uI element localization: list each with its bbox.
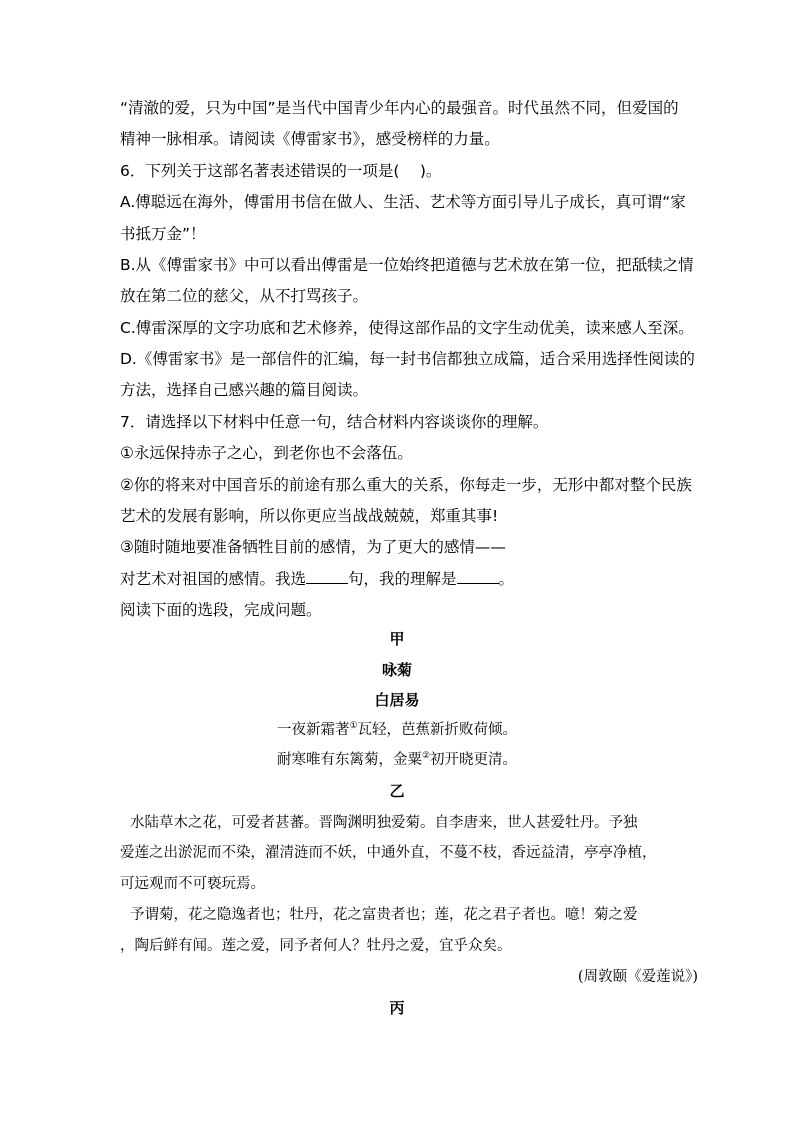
answer-prompt-end: 。 — [498, 570, 515, 588]
poem-author: 白居易 — [374, 691, 420, 709]
option-d-line-1: D.《傅雷家书》是一部信件的汇编，每一封书信都独立成篇，适合采用选择性阅读的 — [120, 350, 695, 368]
option-b-line-1: B.从《傅雷家书》中可以看出傅雷是一位始终把道德与艺术放在第一位，把舐犊之情 — [120, 256, 694, 274]
material-2-line-2: 艺术的发展有影响，所以你更应当战战兢兢，郑重其事! — [120, 507, 499, 525]
prose-p1-line-2: 爱莲之出淤泥而不染，濯清涟而不妖，中通外直，不蔓不枝，香远益清，亭亭净植， — [120, 845, 657, 861]
prose-p2-line-1: 予谓菊，花之隐逸者也；牡丹，花之富贵者也；莲，花之君子者也。噫！菊之爱 — [130, 907, 638, 923]
material-2-line-1: ②你的将来对中国音乐的前途有那么重大的关系，你每走一步，无形中都对整个民族 — [120, 476, 692, 494]
section-bing-label: 丙 — [389, 999, 405, 1017]
prose-p1-line-3: 可远观而不可亵玩焉。 — [120, 876, 265, 892]
poem-title: 咏菊 — [381, 661, 412, 679]
material-3-line-2 — [120, 569, 514, 589]
prose-source: (周敦颐《爱莲说》) — [577, 969, 698, 985]
material-3-line-1: ③随时随地要准备牺牲目前的感情，为了更大的感情—— — [120, 538, 506, 556]
question-6-stem: 6．下列关于这部名著表述错误的一项是( )。 — [120, 162, 442, 180]
footnote-marker-2: ② — [421, 751, 431, 762]
question-7-stem: 7．请选择以下材料中任意一句，结合材料内容谈谈你的理解。 — [120, 413, 549, 431]
answer-prompt-pre: 对艺术对祖国的感情。我选 — [120, 570, 307, 588]
answer-prompt-mid: 句，我的理解是 — [348, 570, 457, 588]
prose-p2-line-2: ，陶后鲜有闻。莲之爱，同予者何人？牡丹之爱，宜乎众矣。 — [120, 938, 512, 954]
option-b-line-2: 放在第二位的慈父，从不打骂孩子。 — [120, 287, 369, 305]
understanding-blank[interactable] — [457, 569, 499, 584]
reading-instruction: 阅读下面的选段，完成问题。 — [120, 601, 322, 619]
material-1: ①永远保持赤子之心，到老你也不会落伍。 — [120, 444, 413, 462]
intro-line-2: 精神一脉相承。请阅读《傅雷家书》，感受榜样的力量。 — [120, 130, 500, 148]
option-d-line-2: 方法，选择自己感兴趣的篇目阅读。 — [120, 381, 369, 399]
prose-p1-line-1: 水陆草木之花，可爱者甚蕃。晋陶渊明独爱菊。自李唐来，世人甚爱牡丹。予独 — [130, 815, 638, 831]
option-a-line-1: A.傅聪远在海外，傅雷用书信在做人、生活、艺术等方面引导儿子成长，真可谓“家 — [120, 193, 686, 211]
section-yi-label: 乙 — [389, 782, 405, 800]
poem-line-1: 一夜新霜著①瓦轻，芭蕉新折败荷倾。 — [276, 721, 518, 738]
section-jia-label: 甲 — [389, 630, 405, 648]
option-a-line-2: 书抵万金”！ — [120, 225, 206, 243]
sentence-choice-blank[interactable] — [306, 569, 348, 584]
option-c-line-1: C.傅雷深厚的文字功底和艺术修养，使得这部作品的文字生动优美，读来感人至深。 — [120, 319, 694, 337]
footnote-marker-1: ① — [349, 721, 358, 732]
poem-line-2: 耐寒唯有东篱菊，金粟②初开晓更清。 — [276, 751, 518, 768]
intro-line-1: “清澈的爱，只为中国”是当代中国青少年内心的最强音。时代虽然不同，但爱国的 — [120, 99, 679, 117]
